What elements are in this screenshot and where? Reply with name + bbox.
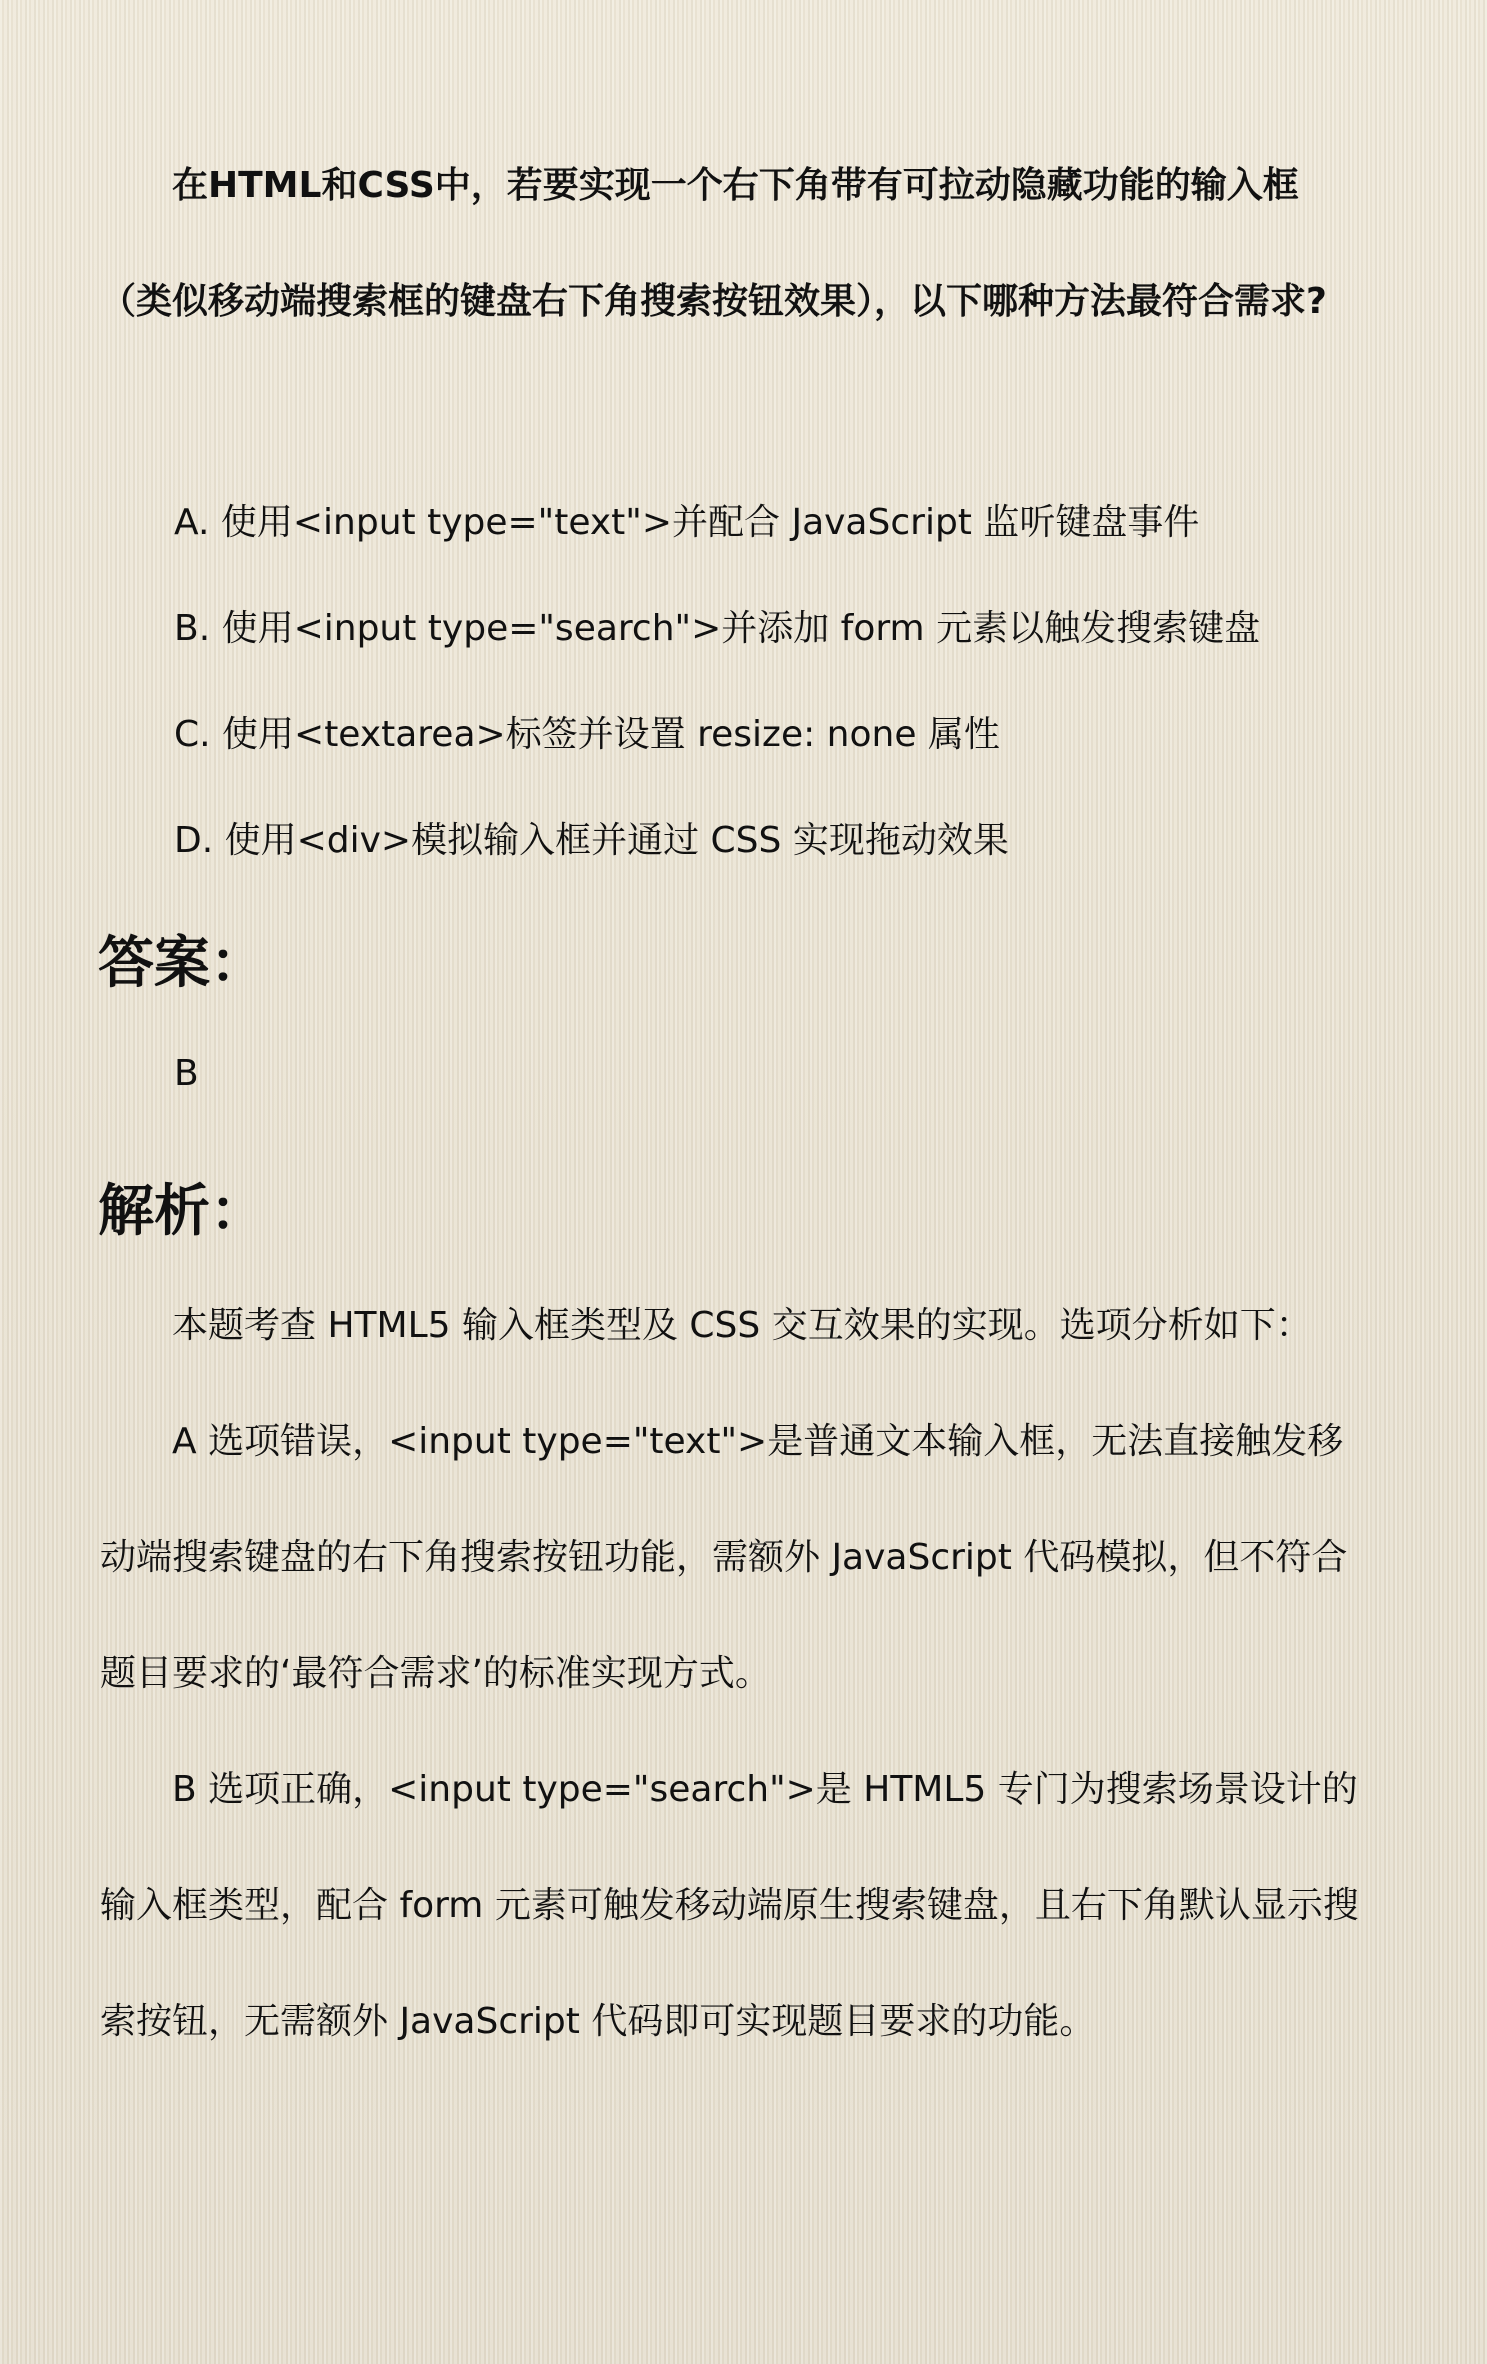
answer-heading: 答案： xyxy=(98,931,266,996)
analysis-heading: 解析： xyxy=(98,1179,266,1244)
question-text: 在HTML和CSS中，若要实现一个右下角带有可拉动隐藏功能的输入框（类似移动端搜索框的键盘右下角搜索按钮效果），以下哪种方法最符合需求? xyxy=(100,165,1327,322)
answer-value: B xyxy=(174,1053,199,1094)
analysis-option-b: B 选项正确，<input type="search">是 HTML5 专门为搜索场景设计的输入框类型，配合 form 元素可触发移动端原生搜索键盘，且右下角默认显示搜索按钮，无需额外 JavaScript 代码即可实现题目要求的功能。 xyxy=(100,1769,1359,2042)
analysis-body xyxy=(100,1268,1375,2080)
analysis-intro: 本题考查 HTML5 输入框类型及 CSS 交互效果的实现。选项分析如下： xyxy=(172,1305,1312,1346)
option-c: C. 使用<textarea>标签并设置 resize: none 属性 xyxy=(174,714,1000,755)
options-list xyxy=(100,470,1390,894)
option-d: D. 使用<div>模拟输入框并通过 CSS 实现拖动效果 xyxy=(174,820,1009,861)
option-a: A. 使用<input type="text">并配合 JavaScript 监听键盘事件 xyxy=(174,502,1200,543)
analysis-option-a: A 选项错误，<input type="text">是普通文本输入框，无法直接触发移动端搜索键盘的右下角搜索按钮功能，需额外 JavaScript 代码模拟，但不符合题目要求的‘最符合需求’的标准实现方式。 xyxy=(100,1421,1348,1694)
option-b: B. 使用<input type="search">并添加 form 元素以触发搜索键盘 xyxy=(174,608,1261,649)
